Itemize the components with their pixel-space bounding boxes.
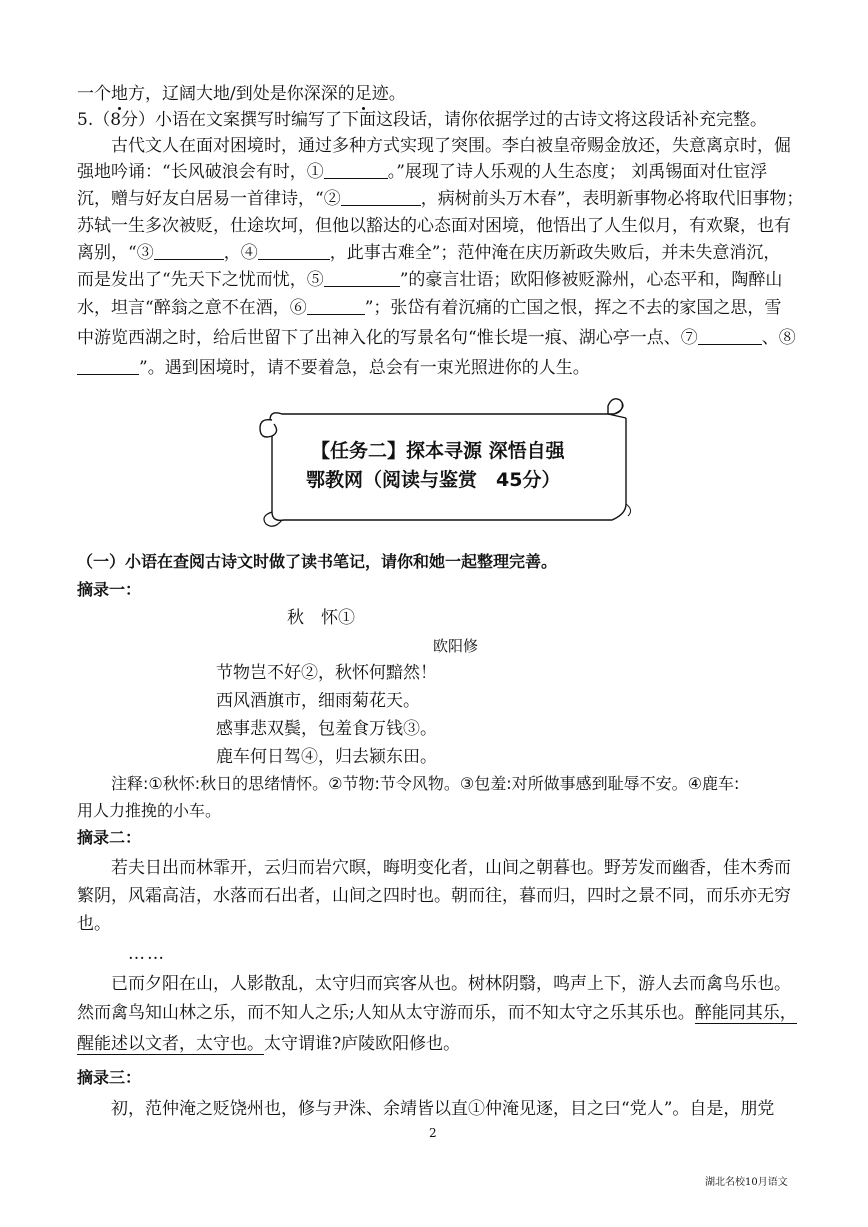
q5-line — [77, 356, 590, 380]
ellipsis: …… — [128, 944, 166, 964]
poem-line: 感事悲双鬓，包羞食万钱③。 — [216, 719, 437, 739]
text-segment: 而是发出了“先天下之忧而忧，⑤ — [77, 270, 324, 290]
notes-line: 注释:①秋怀:秋日的思绪情怀。②节物:节令风物。③包羞:对所做事感到耻辱不安。④鹿车: — [111, 774, 740, 793]
text-segment: 苏轼一生多次被贬，仕途坎坷，但他以豁达的心态面对困境，他悟出了人生似月，有欢聚，也有 — [77, 216, 791, 236]
emphasized-char: 足 — [354, 84, 372, 104]
text-segment: 太守谓谁?庐陵欧阳修也。 — [264, 1034, 461, 1054]
emphasized-char: 地 — [111, 84, 128, 104]
blank-4[interactable] — [258, 242, 330, 260]
underlined-text: 醉能同其乐， — [694, 1003, 797, 1023]
poem-line: 西风酒旗市，细雨菊花天。 — [216, 691, 420, 711]
question-5-header: 5.（8分）小语在文案撰写时编写了下面这段话，请你依据学过的古诗文将这段话补充完整。 — [77, 110, 768, 130]
blank-6[interactable] — [307, 297, 365, 315]
text-segment: 沉，赠与好友白居易一首律诗，“② — [77, 189, 341, 209]
blank-7[interactable] — [698, 327, 762, 345]
excerpt-2-line: 繁阴，风霜高洁，水落而石出者，山间之四时也。朝而往，暮而归，四时之景不同，而乐亦无穷 — [77, 886, 791, 906]
text-segment: 迹。 — [371, 84, 406, 104]
q5-line — [77, 326, 796, 350]
q5-line — [77, 160, 767, 184]
excerpt-2b-line — [77, 1001, 797, 1025]
text-segment: 中游览西湖之时，给后世留下了出神入化的写景名句“惟长堤一痕、湖心亭一点、⑦ — [77, 328, 698, 348]
text-segment: 然而禽鸟知山林之乐，而不知人之乐;人知从太守游而乐，而不知太守之乐其乐也。 — [77, 1003, 695, 1023]
q5-line — [77, 268, 782, 292]
q5-line — [77, 214, 791, 238]
text-segment: ”；张岱有着沉痛的亡国之恨，挥之不去的家国之思，雪 — [364, 298, 782, 318]
text-segment: ，④ — [223, 243, 258, 263]
excerpt-2b-line: 已而夕阳在山，人影散乱，太守归而宾客从也。树林阴翳，鸣声上下，游人去而禽鸟乐也。 — [111, 974, 791, 994]
footer-text: 湖北名校10月语文 — [705, 1177, 788, 1188]
excerpt-2-line: 若夫日出而林霏开，云归而岩穴暝，晦明变化者，山间之朝暮也。野芳发而幽香，佳木秀而 — [111, 858, 791, 878]
page-number: 2 — [429, 1126, 437, 1140]
poem-line: 鹿车何日驾④，归去颍东田。 — [216, 747, 437, 767]
text-segment: ，病树前头万木春”，表明新事物必将取代旧事物； — [420, 189, 804, 209]
excerpt-2b-line — [77, 1032, 460, 1056]
blank-8[interactable] — [77, 357, 139, 375]
blank-1[interactable] — [324, 161, 388, 179]
text-segment: 、⑧ — [761, 328, 796, 348]
banner-title: 【任务二】探本寻源 深悟自强 — [311, 440, 565, 462]
text-segment: ，此事古难全”；范仲淹在庆历新政失败后，并未失意消沉， — [329, 243, 781, 263]
excerpt-1-label: 摘录一： — [77, 580, 142, 599]
poem-title: 秋 怀① — [287, 608, 355, 628]
notes-line: 用人力推挽的小车。 — [77, 801, 222, 820]
q5-line — [77, 296, 781, 320]
blank-5[interactable] — [324, 269, 400, 287]
section-1-title: （一）小语在查阅古诗文时做了读书笔记，请你和她一起整理完善。 — [77, 552, 558, 571]
text-segment: 水，坦言“醉翁之意不在酒，⑥ — [77, 298, 307, 318]
underlined-text: 醒能述以文者，太守也。 — [77, 1034, 264, 1054]
excerpt-3-line: 初，范仲淹之贬饶州也，修与尹洙、余靖皆以直①仲淹见逐，目之曰“党人”。自是，朋党 — [111, 1099, 775, 1119]
text-segment: 一个 — [77, 84, 111, 104]
poem-author: 欧阳修 — [433, 637, 479, 655]
text-segment: 强地吟诵：“长风破浪会有时，① — [77, 162, 324, 182]
excerpt-2-label: 摘录二： — [77, 828, 142, 847]
blank-2[interactable] — [341, 188, 421, 206]
blank-3[interactable] — [154, 242, 224, 260]
text-segment: ”的豪言壮语；欧阳修被贬滁州，心态平和，陶醉山 — [399, 270, 783, 290]
q5-line — [111, 134, 791, 158]
text-segment: 。”展现了诗人乐观的人生态度； 刘禹锡面对仕宦浮 — [387, 162, 768, 182]
text-segment: 古代文人在面对困境时，通过多种方式实现了突围。李白被皇帝赐金放还，失意离京时，倔 — [111, 136, 791, 156]
text-line — [77, 82, 406, 106]
banner-subtitle: 鄂教网（阅读与鉴赏 45分） — [306, 469, 561, 491]
text-segment: 离别，“③ — [77, 243, 154, 263]
text-segment: 方，辽阔大地/到处是你深深的 — [128, 84, 355, 104]
poem-line: 节物岂不好②，秋怀何黯然！ — [216, 663, 437, 683]
q5-line — [77, 241, 780, 265]
q5-line — [77, 187, 803, 211]
excerpt-2-line: 也。 — [77, 914, 111, 934]
text-segment: ”。遇到困境时，请不要着急，总会有一束光照进你的人生。 — [139, 358, 590, 378]
excerpt-3-label: 摘录三： — [77, 1068, 142, 1087]
